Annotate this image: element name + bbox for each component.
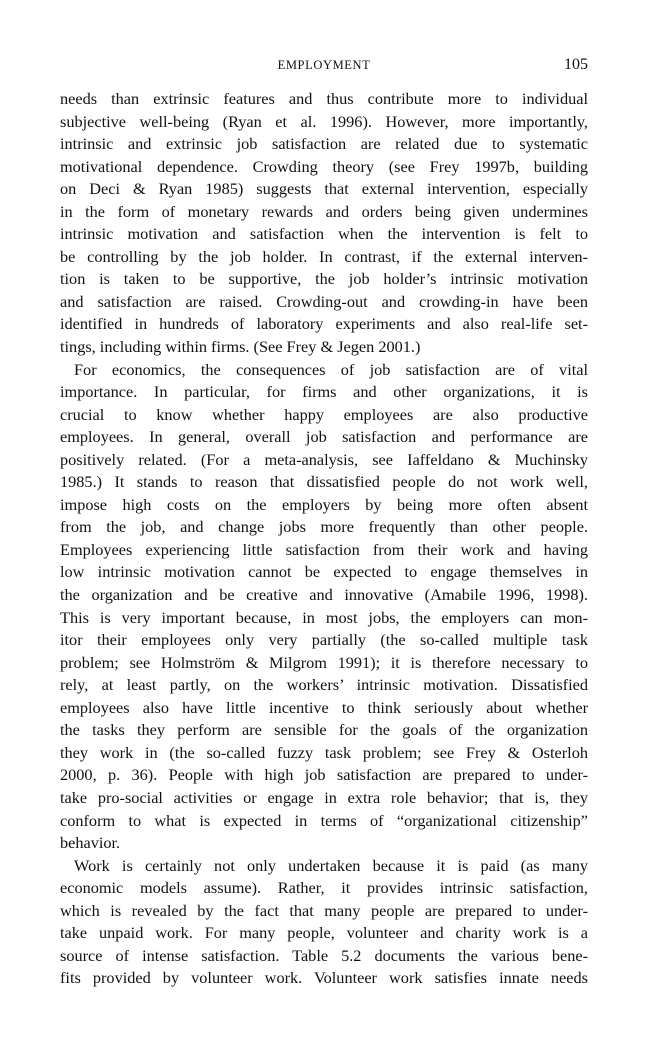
text-line: crucial to know whether happy employees are also productive: [60, 404, 588, 424]
text-line: economic models assume). Rather, it provides intrinsic satisfaction,: [60, 878, 588, 898]
text-line: 1985.) It stands to reason that dissatisfied people do not work well,: [60, 472, 588, 492]
text-line: take pro-social activities or engage in extra role behavior; that is, they: [60, 787, 588, 807]
text-line: tion is taken to be supportive, the job holder’s intrinsic motivation: [60, 269, 588, 289]
text-line: motivational dependence. Crowding theory (see Frey 1997b, building: [60, 156, 588, 176]
page-number: 105: [564, 56, 588, 73]
text-line: problem; see Holmström & Milgrom 1991); it is therefore necessary to: [60, 652, 588, 672]
text-line: on Deci & Ryan 1985) suggests that external intervention, especially: [60, 179, 588, 199]
text-line: employees also have little incentive to think seriously about whether: [60, 697, 588, 717]
text-line: conform to what is expected in terms of “organizational citizenship”: [60, 810, 588, 830]
text-line: which is revealed by the fact that many people are prepared to under-: [60, 900, 588, 920]
text-line: itor their employees only very partially (the so-called multiple task: [60, 630, 588, 650]
text-line: employees. In general, overall job satisfaction and performance are: [60, 427, 588, 447]
text-line: needs than extrinsic features and thus contribute more to individual: [60, 89, 588, 108]
body-text: [60, 88, 588, 990]
text-line: low intrinsic motivation cannot be expected to engage themselves in: [60, 562, 588, 582]
text-line: in the form of monetary rewards and orders being given undermines: [60, 201, 588, 221]
paragraph: [60, 88, 588, 359]
text-line: tings, including within firms. (See Frey & Jegen 2001.): [60, 337, 421, 357]
text-line: subjective well-being (Ryan et al. 1996). However, more importantly,: [60, 111, 588, 131]
text-line: Employees experiencing little satisfaction from their work and having: [60, 539, 588, 559]
text-line: be controlling by the job holder. In contrast, if the external interven-: [60, 246, 588, 266]
text-line: the organization and be creative and innovative (Amabile 1996, 1998).: [60, 585, 588, 605]
running-head: [60, 58, 588, 78]
text-line: intrinsic and extrinsic job satisfaction are related due to systematic: [60, 134, 588, 154]
text-line: identified in hundreds of laboratory experiments and also real-life set-: [60, 314, 588, 334]
text-line: impose high costs on the employers by being more often absent: [60, 494, 588, 514]
text-line: 2000, p. 36). People with high job satisfaction are prepared to under-: [60, 765, 588, 785]
text-line: they work in (the so-called fuzzy task problem; see Frey & Osterloh: [60, 742, 588, 762]
text-line: from the job, and change jobs more frequently than other people.: [60, 517, 588, 537]
text-line: take unpaid work. For many people, volunteer and charity work is a: [60, 923, 588, 943]
text-line: rely, at least partly, on the workers’ intrinsic motivation. Dissatisfied: [60, 675, 588, 695]
text-line: importance. In particular, for firms and other organizations, it is: [60, 382, 588, 402]
text-line: behavior.: [60, 833, 121, 853]
text-line: Work is certainly not only undertaken because it is paid (as many: [74, 855, 588, 875]
text-line: fits provided by volunteer work. Volunteer work satisfies innate needs: [60, 968, 588, 988]
text-line: source of intense satisfaction. Table 5.2 documents the various bene-: [60, 945, 588, 965]
paragraph: [60, 359, 588, 855]
text-line: positively related. (For a meta-analysis, see Iaffeldano & Muchinsky: [60, 449, 588, 469]
text-line: the tasks they perform are sensible for the goals of the organization: [60, 720, 588, 740]
running-title: EMPLOYMENT: [277, 58, 371, 72]
text-line: intrinsic motivation and satisfaction when the intervention is felt to: [60, 224, 588, 244]
text-line: For economics, the consequences of job satisfaction are of vital: [74, 359, 588, 379]
text-line: This is very important because, in most jobs, the employers can mon-: [60, 607, 588, 627]
paragraph: [60, 855, 588, 990]
text-line: and satisfaction are raised. Crowding-out and crowding-in have been: [60, 291, 588, 311]
